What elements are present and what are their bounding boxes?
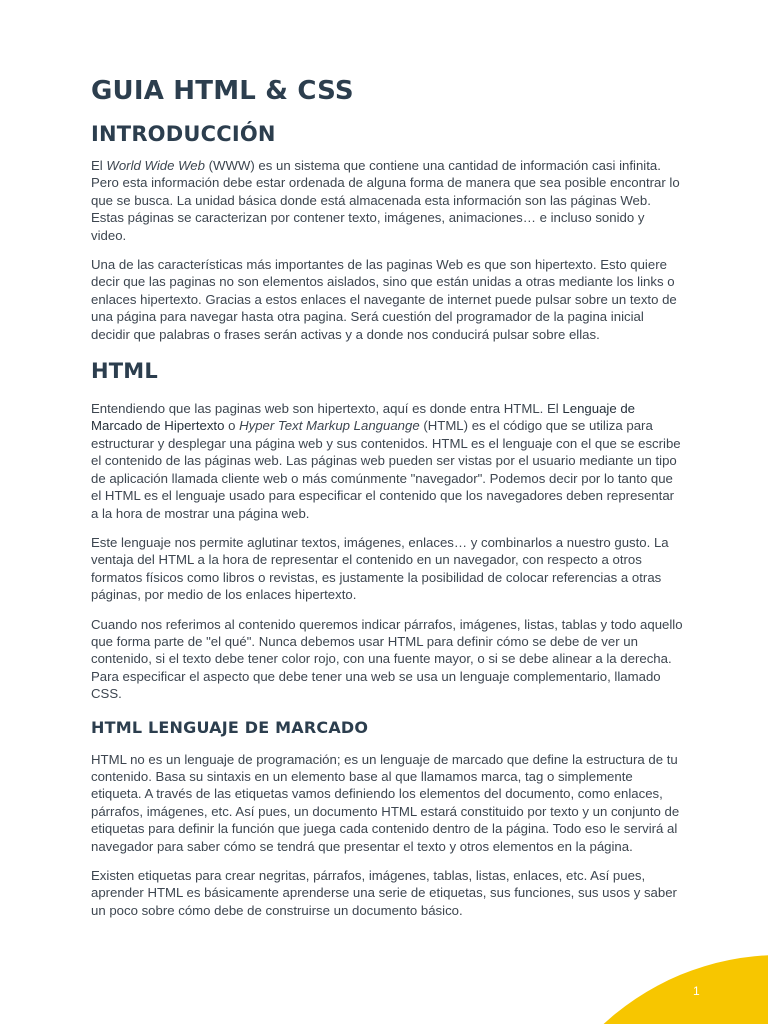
html-paragraph-1 [91, 400, 683, 522]
text-span: o [224, 418, 240, 434]
page-number: 1 [693, 984, 700, 998]
marcado-paragraph-2: Existen etiquetas para crear negritas, párrafos, imágenes, tablas, listas, enlaces, etc. Así pues, aprender HTML es básicamente aprenderse una serie de etiquetas, sus funciones, sus usos y saber un poco sobre cómo debe de construirse un documento básico. [91, 868, 677, 918]
heading-introduccion: INTRODUCCIÓN [91, 122, 276, 146]
html-paragraph-3: Cuando nos referimos al contenido queremos indicar párrafos, imágenes, listas, tablas y todo aquello que forma parte de "el qué". Nunca debemos usar HTML para definir cómo se debe de ver un contenido, si el texto debe tener color rojo, con una fuente mayor, o si se debe alinear a la derecha. Para especificar el aspecto que debe tener una web se usa un lenguaje complementario, llamado CSS. [91, 616, 683, 702]
text-span: El [91, 158, 107, 173]
intro-paragraph-2: Una de las características más importantes de las paginas Web es que son hipertexto. Esto quiere decir que las paginas no son elementos aislados, sino que están unidas a otras mediante los links o enlaces hipertexto. Gracias a estos enlaces el navegante de internet puede pulsar sobre un texto de una página para navegar hasta otra pagina. Será cuestión del programador de la pagina inicial decidir que palabras o frases serán activas y a donde nos conducirá pulsar sobre ellas. [91, 257, 677, 342]
text-span: (WWW) es un sistema que contiene una cantidad de información casi infinita. Pero esta información debe estar ordenada de alguna forma de manera que sea posible encontrar lo que se busca. La unidad básica donde está almacenada esta información son las páginas Web. Estas páginas se caracterizan por contener texto, imágenes, animaciones… e incluso sonido y video. [91, 158, 680, 243]
lenguaje-marcado-highlight: Lenguaje de Marcado de Hipertexto [91, 401, 636, 434]
footer-decoration-shape [520, 955, 768, 1024]
intro-paragraph-1 [91, 157, 683, 244]
heading-html: HTML [91, 359, 158, 384]
www-emphasis: World Wide Web [106, 158, 205, 173]
text-span: (HTML) es el código que se utiliza para estructurar y desplegar una página web y sus contenidos. HTML es el lenguaje con el que se escribe el contenido de las páginas web. Las páginas web pueden ser vistas por el usuario mediante un tipo de aplicación llamada cliente web o más comúnmente "navegador". Podemos decir por lo tanto que el HTML es el lenguaje usado para especificar el contenido que los navegadores deben representar a la hora de mostrar una página web. [91, 418, 681, 521]
html-paragraph-2: Este lenguaje nos permite aglutinar textos, imágenes, enlaces… y combinarlos a nuestro gusto. La ventaja del HTML a la hora de representar el contenido en un navegador, con respecto a otros formatos físicos como libros o revistas, es justamente la posibilidad de colocar referencias a otras páginas, por medio de los enlaces hipertexto. [91, 534, 669, 603]
document-title: GUIA HTML & CSS [91, 76, 354, 106]
heading-html-lenguaje-marcado: HTML LENGUAJE DE MARCADO [91, 717, 369, 737]
document-page [91, 74, 683, 919]
text-span: Entendiendo que las paginas web son hipertexto, aquí es donde entra HTML. El [91, 401, 563, 417]
marcado-paragraph-1: HTML no es un lenguaje de programación; es un lenguaje de marcado que define la estructura de tu contenido. Basa su sintaxis en un elemento base al que llamamos marca, tag o simplemente etiqueta. A través de las etiquetas vamos definiendo los elementos del documento, como enlaces, párrafos, imágenes, etc. Así pues, un documento HTML estará constituido por texto y un conjunto de etiquetas para definir la función que juega cada contenido dentro de la página. Todo eso le servirá al navegador para saber cómo se tendrá que presentar el texto y otros elementos en la página. [91, 751, 680, 854]
hypertext-emphasis: Hyper Text Markup Languange [239, 418, 420, 434]
